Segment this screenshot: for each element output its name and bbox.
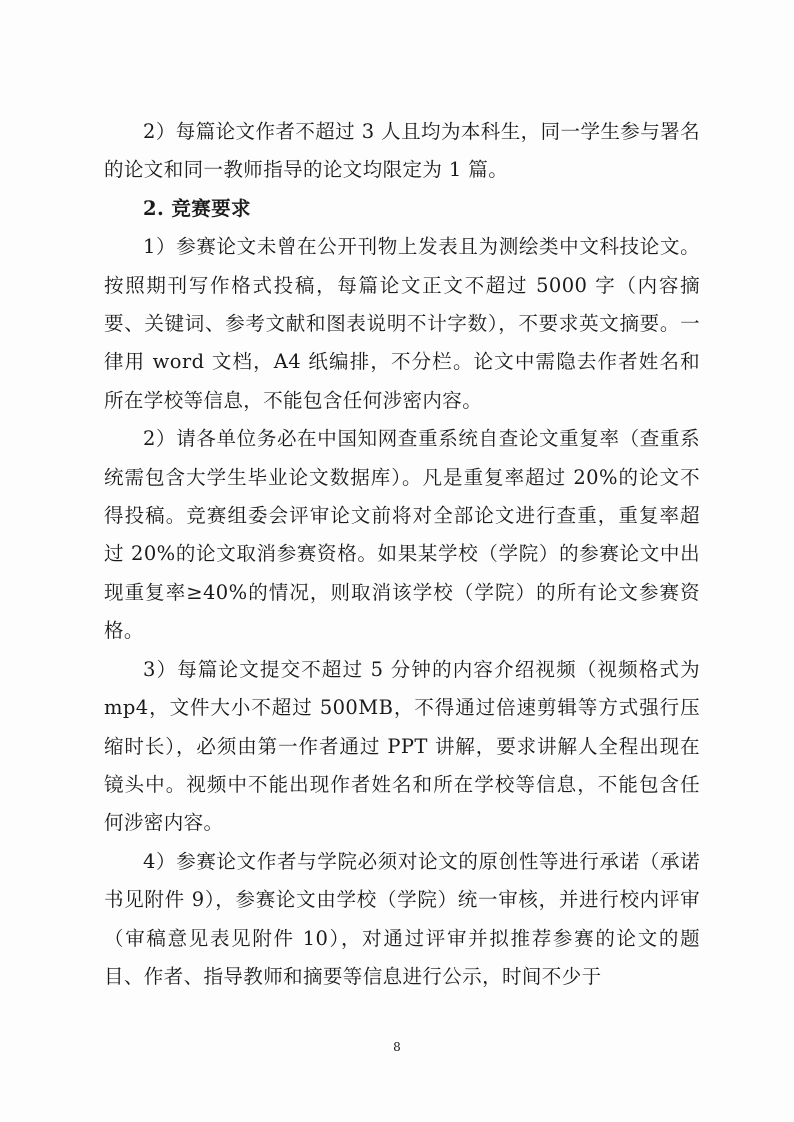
- paragraph-requirement-1: 1）参赛论文未曾在公开刊物上发表且为测绘类中文科技论文。按照期刊写作格式投稿，每篇论文正文不超过 5000 字（内容摘要、关键词、参考文献和图表说明不计字数），不要求英文摘要。一律用 word 文档，A4 纸编排，不分栏。论文中需隐去作者姓名和所在学校等信息，不能包含任何涉密内容。: [104, 235, 700, 412]
- section-heading-competition-requirements: 2. 竞赛要求: [143, 196, 251, 220]
- paragraph-requirement-3: 3）每篇论文提交不超过 5 分钟的内容介绍视频（视频格式为 mp4，文件大小不超过 500MB，不得通过倍速剪辑等方式强行压缩时长），必须由第一作者通过 PPT 讲解，要求讲解人全程出现在镜头中。视频中不能出现作者姓名和所在学校等信息，不能包含任何涉密内容。: [104, 657, 700, 835]
- page-number: 8: [393, 1040, 401, 1054]
- paragraph-author-limit: 2）每篇论文作者不超过 3 人且均为本科生，同一学生参与署名的论文和同一教师指导的论文均限定为 1 篇。: [104, 120, 700, 182]
- paragraph-requirement-4: 4）参赛论文作者与学院必须对论文的原创性等进行承诺（承诺书见附件 9），参赛论文由学校（学院）统一审核，并进行校内评审（审稿意见表见附件 10），对通过评审并拟推荐参赛的论文的题目、作者、指导教师和摘要等信息进行公示，时间不少于: [104, 849, 700, 988]
- paragraph-requirement-2: 2）请各单位务必在中国知网查重系统自查论文重复率（查重系统需包含大学生毕业论文数据库）。凡是重复率超过 20%的论文不得投稿。竞赛组委会评审论文前将对全部论文进行查重，重复率超过 20%的论文取消参赛资格。如果某学校（学院）的参赛论文中出现重复率≥40%的情况，则取消该学校（学院）的所有论文参赛资格。: [104, 427, 700, 643]
- document-body: [104, 113, 700, 996]
